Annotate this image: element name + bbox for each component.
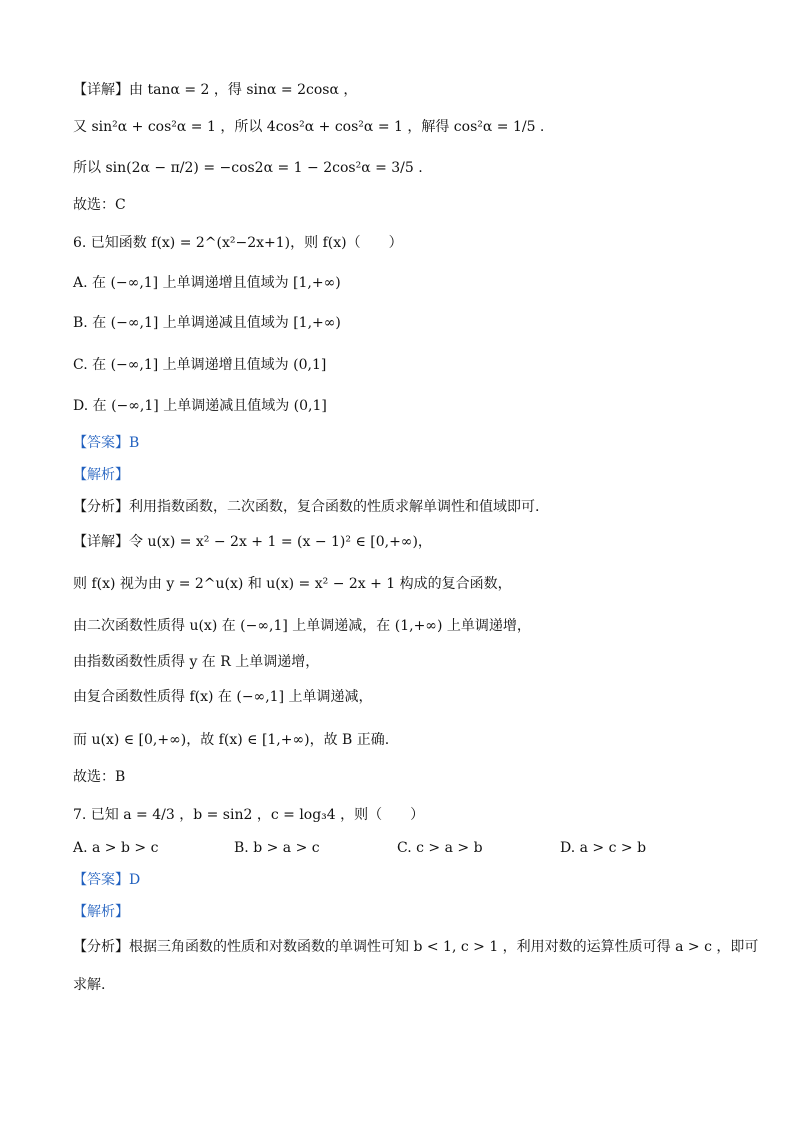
- option-7d: D. a > c > b: [560, 840, 647, 856]
- analysis-tag-6: 【解析】: [73, 467, 129, 483]
- detail-line-2: 又 sin²α + cos²α = 1 ，所以 4cos²α + cos²α = 1 ，解得 cos²α = 1/5 .: [73, 119, 545, 135]
- option-6b: B. 在 (−∞,1] 上单调递减且值域为 [1,+∞): [73, 315, 341, 331]
- detail-6-line-5: 由复合函数性质得 f(x) 在 (−∞,1] 上单调递减，: [73, 689, 373, 705]
- detail-6-line-3: 由二次函数性质得 u(x) 在 (−∞,1] 上单调递减，在 (1,+∞) 上单调递增，: [73, 618, 531, 634]
- analysis-line-7b: 求解.: [73, 977, 106, 993]
- analysis-line-6: 【分析】利用指数函数，二次函数，复合函数的性质求解单调性和值域即可.: [73, 499, 540, 515]
- answer-choice-q5: 故选：C: [73, 197, 126, 213]
- analysis-line-7: 【分析】根据三角函数的性质和对数函数的单调性可知 b < 1, c > 1 ，利用对数的运算性质可得 a > c ，即可: [73, 939, 759, 955]
- detail-6-line-2: 则 f(x) 视为由 y = 2^u(x) 和 u(x) = x² − 2x + 1 构成的复合函数，: [73, 576, 512, 592]
- question-7-stem: 7. 已知 a = 4/3 ，b = sin2 ，c = log₃4 ，则（ ）: [73, 807, 425, 823]
- option-7c: C. c > a > b: [397, 840, 483, 856]
- detail-6-line-1: 【详解】令 u(x) = x² − 2x + 1 = (x − 1)² ∈ [0,+∞)，: [73, 534, 432, 550]
- analysis-tag-7: 【解析】: [73, 904, 129, 920]
- detail-line-3: 所以 sin(2α − π/2) = −cos2α = 1 − 2cos²α = 3/5 .: [73, 160, 423, 176]
- detail-line-1: 【详解】由 tanα = 2 ，得 sinα = 2cosα ，: [73, 82, 358, 98]
- option-7b: B. b > a > c: [234, 840, 320, 856]
- option-6d: D. 在 (−∞,1] 上单调递减且值域为 (0,1]: [73, 398, 327, 414]
- option-7a: A. a > b > c: [73, 840, 159, 856]
- answer-tag-7: 【答案】D: [73, 872, 141, 888]
- option-6a: A. 在 (−∞,1] 上单调递增且值域为 [1,+∞): [73, 275, 341, 291]
- detail-6-line-4: 由指数函数性质得 y 在 R 上单调递增，: [73, 654, 320, 670]
- answer-choice-q6: 故选：B: [73, 769, 126, 785]
- detail-6-line-6: 而 u(x) ∈ [0,+∞)，故 f(x) ∈ [1,+∞)，故 B 正确.: [73, 732, 390, 748]
- answer-tag-6: 【答案】B: [73, 435, 140, 451]
- question-6-stem: 6. 已知函数 f(x) = 2^(x²−2x+1)，则 f(x)（ ）: [73, 235, 403, 251]
- option-6c: C. 在 (−∞,1] 上单调递增且值域为 (0,1]: [73, 357, 327, 373]
